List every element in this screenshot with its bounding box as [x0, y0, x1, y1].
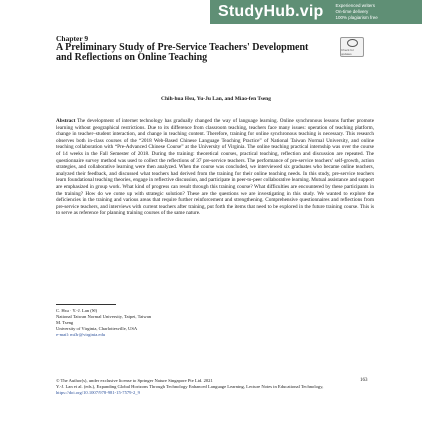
affiliation-line: National Taiwan Normal University, Taipei, Taiwan	[56, 314, 152, 319]
site-banner	[210, 0, 422, 24]
site-logo[interactable]: StudyHub.vip	[218, 3, 324, 20]
affiliations	[56, 308, 296, 338]
check-updates-icon	[347, 39, 358, 47]
banner-tag: On-time delivery	[335, 9, 369, 14]
footnote-divider	[56, 304, 116, 305]
abstract-label: Abstract	[56, 118, 76, 124]
check-updates-label: Check for updates	[341, 47, 354, 56]
citation-line: Y.-J. Lan et al. (eds.), Expanding Global Horizons Through Technology Enhanced Language Learning, Lecture Notes in Educational Technology,	[56, 384, 324, 389]
abstract-text: The development of internet technology has gradually changed the way of language learning. Online synchronous lessons further promote learning without geographical restrictions. Due to its difference from classroom teaching, teachers face many issues: operation of teaching platform, change in teacher–student interaction, and change in teaching content. Therefore, training for online synchronous teaching is necessary. This research observes both in-class courses of the “2018 Web-Based Chinese Language Teaching Practice” of National Taiwan Normal University, and online teaching collaboration with “Pre-Advanced Chinese Course” at the University of Virginia. The online teaching practical internship was over the course of 14 weeks in the Fall Semester of 2018. During the training: theoretical courses, practical teaching, reflection and discussion are repeated. The questionnaire survey method was used to collect the reflections of 37 pre-service teachers. The performance of pre-service teachers’ self-growth, action strategies, and collaborative learning were then analyzed. When the course was concluded, we interviewed six graduates who became online teachers, analyzed their feedback, and discussed what teachers had derived from the training for their online teaching needs. In this study, pre-service teachers learn foundational teaching theories, engage in reflective discussion, and participate in peer-to-peer collaborative learning. Mutual assistance and support are emphasized in group work. What kind of progress can result through this training course? What difficulties are encountered by these participants in the training? How do we come up with strategic solution? These are the questions we are investigating in this study. We wanted to explore the deficiencies in the training and various areas that require further reinforcement and strengthening. Comprehensive questionnaires and reflections from pre-service teachers, and interviews with current teachers after training, put forth the items that need to be explored in the future training course. This is to serve as reference for planning training courses of the same nature.	[56, 118, 374, 217]
chapter-label: Chapter 9	[56, 34, 89, 43]
chapter-title: A Preliminary Study of Pre-Service Teachers' Development and Reflections on Online Teaching	[56, 42, 309, 63]
copyright-line: © The Author(s), under exclusive license to Springer Nature Singapore Pte Ltd. 2021	[56, 378, 213, 383]
affiliation-line: University of Virginia, Charlottesville, USA	[56, 326, 138, 331]
banner-tag: Experienced writers	[335, 3, 376, 8]
copyright-footer	[56, 378, 374, 396]
affiliation-line: C. Hsu · Y.-J. Lan (✉)	[56, 308, 98, 313]
author-email-link[interactable]: e-mail: mt3r@virginia.edu	[56, 332, 106, 337]
check-for-updates-badge[interactable]	[340, 37, 364, 57]
banner-tag: 100% plagiarism free	[335, 15, 378, 20]
abstract	[56, 118, 374, 294]
banner-tags	[336, 3, 378, 21]
author-list: Chih-hua Hsu, Yu-Ju Lan, and Miao-fen Tseng	[161, 96, 271, 102]
affiliation-line: M. Tseng	[56, 320, 74, 325]
doi-link[interactable]: https://doi.org/10.1007/978-981-15-7579-2_9	[56, 390, 140, 395]
page-number: 163	[360, 378, 368, 383]
